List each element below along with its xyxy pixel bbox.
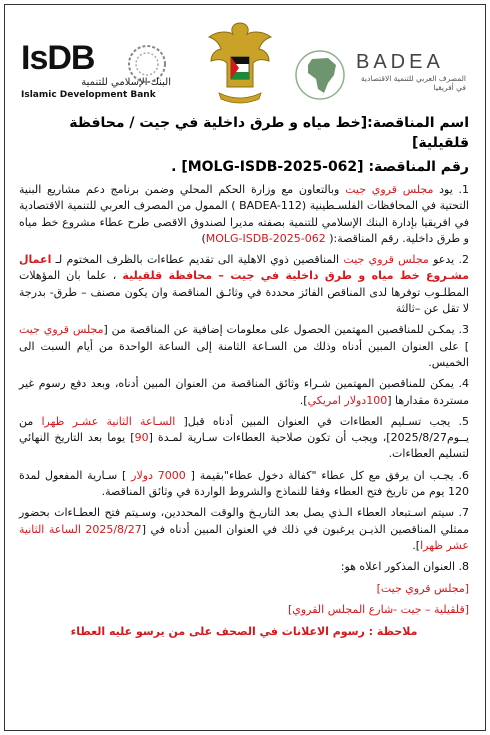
isdb-wordmark: IsDB: [21, 39, 95, 77]
council-name: مجلس قروي جيت: [19, 323, 104, 337]
p7-text: ].: [412, 538, 421, 552]
p4-text: ].: [299, 393, 308, 407]
p2-text: 2. يدعو: [428, 253, 469, 267]
tender-title: اسم المناقصة:[خط مياه و طرق داخلية في جيت / محافظة قلقيلية]: [69, 115, 469, 151]
p5-text: من يــوم2025/8/27]، ويجب أن تكون صلاحية العطاءات سـارية لمـدة [: [19, 414, 469, 445]
bid-bond-amount: 7000 دولار: [131, 468, 186, 482]
tender-ref: MOLG-ISDB-2025-062: [205, 231, 326, 245]
paragraph-7: [19, 505, 469, 554]
notice-body: [19, 113, 469, 640]
p7-text: 7. سيتم اسـتبعاد العطاء الـذي يصل بعد التاريـخ والوقت المحددين، وسـيتم فتح العطـاءات بحضور ممثلي المناقصين الذيـن يرغبون في ذلك في العنوان المبين أدناه في [: [19, 506, 469, 536]
p6-text: 6. يجـب ان يرفق مع كل عطاء "كفالة دخول عطاء"بقيمة [: [185, 468, 470, 482]
document-fee: 100دولار امريكي: [307, 393, 388, 407]
palestine-emblem: [203, 17, 277, 107]
opening-date: 2025/8/27 الساعة الثانية عشر ظهرا: [19, 522, 469, 552]
p2-text: ، علما بان المؤهلات المطلـوب توفرها لدى المناقص الفائز محددة في وثائـق المناقصة وان يكون مصنف – طرق- بدرجة لا تقل عن –ثالثة: [19, 269, 469, 316]
p3-text: 3. يمكـن للمناقصين المهتمين الحصول على معلومات إضافية عن المناقصة من [: [103, 323, 470, 337]
p6-text: ] سـارية المفعول لمدة 120 يوم من تاريخ فتح العطاء وفقا للنماذج والشروط الواردة في وثائق المناقصة.: [19, 468, 469, 499]
eagle-emblem-icon: [203, 17, 277, 107]
paragraph-6: [19, 468, 469, 501]
project-name: اعمال مشـروع خط مياه و طرق داخلية في جيت – محافظة قلقيلية: [19, 253, 469, 283]
address-street: [قلقيلية – جيت -شارع المجلس القروي]: [287, 602, 469, 616]
p3-text: ] على العنوان المبين أدناه وذلك من السـاعة الثامنة إلى الساعة الواحدة من أيام السبت الى الخميس.: [19, 339, 469, 369]
badea-logo: [286, 49, 476, 104]
submission-time: السـاعة الثانية عشـر ظهرا: [41, 414, 176, 428]
address-heading: 8. العنوان المذكور اعلاه هو:: [340, 560, 469, 574]
tender-notice: [4, 4, 486, 731]
paragraph-4: [19, 376, 469, 409]
p5-text: 5. يجب تسـليم العطاءات في العنوان المبين أدناه قبل[: [175, 414, 469, 428]
africa-map-icon: [290, 49, 352, 101]
paragraph-2: [19, 252, 469, 317]
p1-text: 1. يود: [433, 183, 469, 196]
council-name: مجلس قروي جيت: [345, 183, 434, 196]
tender-number: رقم المناقصة: [MOLG-ISDB-2025-062] .: [171, 159, 469, 175]
p1-text: وبالتعاون مع وزارة الحكم المحلي وضمن برنامج دعم مشاريع البنية التحتية في المحافظات الفلسـطينية (BADEA-112 ) الممول من المصرف العربي للتنمية الاقتصادية في افريقيا بإدارة البنك الإسلامي للتنمية بصفته مديرا لصندوق الاقصى طرح عطاء مشروع خط مياه و طرق داخلية. رقم المناقصة:(: [19, 183, 469, 245]
advert-fee-note: ملاحظة : رسوم الاعلانات في الصحف على من يرسو عليه العطاء: [70, 624, 418, 638]
p2-text: المناقصين ذوي الاهلية الى تقديم عطاءات بالظرف المختوم لـ: [51, 253, 344, 267]
isdb-logo: [21, 41, 171, 101]
logo-header: [11, 13, 481, 108]
validity-days: 90: [134, 431, 149, 445]
isdb-arabic-name: البنك الإسلامي للتنمية: [81, 77, 171, 88]
p1-text: ): [201, 231, 206, 245]
p5-text: ] يوما بعد التاريخ النهائي لتسليم العطاءات.: [19, 431, 469, 461]
badea-wordmark: BADEA: [356, 51, 444, 73]
badea-arabic-name: المصرف العربي للتنمية الاقتصادية في أفريقيا: [360, 74, 466, 92]
address-council: [مجلس قروي جيت]: [376, 581, 469, 595]
council-name: مجلس قروي جيت: [343, 253, 429, 267]
paragraph-8: [19, 559, 469, 575]
isdb-english-name: Islamic Development Bank: [21, 90, 156, 100]
p4-text: 4. يمكن للمناقصين المهتمين شـراء وثائق المناقصة من العنوان المبين أدناه، وبعد دفع رسوم غير مستردة مقدارها [: [19, 377, 469, 407]
paragraph-3: [19, 322, 469, 371]
paragraph-5: [19, 414, 469, 463]
paragraph-1: [19, 182, 469, 247]
